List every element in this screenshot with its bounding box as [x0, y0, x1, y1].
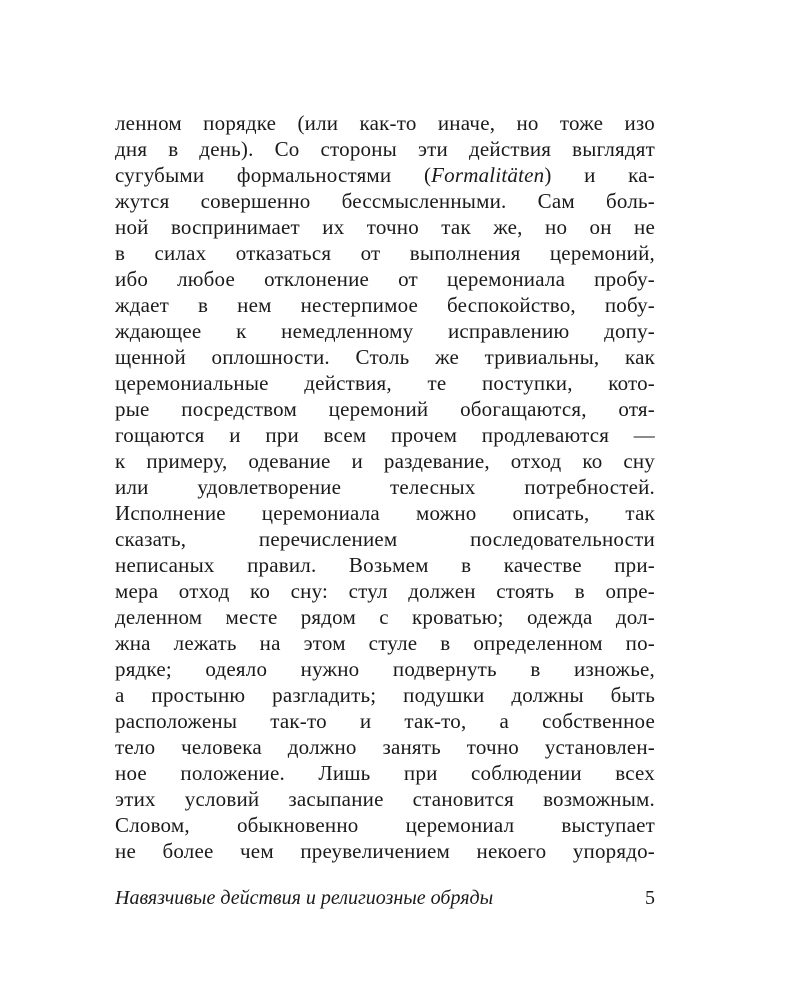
text-line: деленном месте рядом с кроватью; одежда дол-	[115, 605, 655, 629]
text-line: а простыню разгладить; подушки должны быть	[115, 683, 655, 707]
text-line: рядке; одеяло нужно подвернуть в изножье,	[115, 657, 655, 681]
text-line: церемониальные действия, те поступки, кото-	[115, 371, 655, 395]
text-line: расположены так-то и так-то, а собственное	[115, 709, 655, 733]
page-footer	[115, 885, 655, 911]
text-line: ленном порядке (или как-то иначе, но тоже изо	[115, 111, 655, 135]
text-line: жутся совершенно бессмысленными. Сам боль-	[115, 189, 655, 213]
text-segment: ) и ка-	[544, 163, 655, 187]
text-line: этих условий засыпание становится возможным.	[115, 787, 655, 811]
running-title: Навязчивые действия и религиозные обряды	[115, 887, 494, 909]
text-line: рые посредством церемоний обогащаются, отя-	[115, 397, 655, 421]
text-line: ибо любое отклонение от церемониала пробу-	[115, 267, 655, 291]
text-line: ной воспринимает их точно так же, но он не	[115, 215, 655, 239]
text-line: или удовлетворение телесных потребностей.	[115, 475, 655, 499]
text-line: ждающее к немедленному исправлению допу-	[115, 319, 655, 343]
text-line: неписаных правил. Возьмем в качестве при-	[115, 553, 655, 577]
text-line: к примеру, одевание и раздевание, отход ко сну	[115, 449, 655, 473]
text-line: щенной оплошности. Столь же тривиальны, как	[115, 345, 655, 369]
text-line: мера отход ко сну: стул должен стоять в опре-	[115, 579, 655, 603]
text-line	[115, 162, 655, 188]
text-line: сказать, перечислением последовательности	[115, 527, 655, 551]
text-line: ное положение. Лишь при соблюдении всех	[115, 761, 655, 785]
text-line: не более чем преувеличением некоего упорядо-	[115, 839, 655, 863]
text-segment: сугубыми формальностями (	[115, 163, 432, 187]
text-line: гощаются и при всем прочем продлеваются —	[115, 423, 655, 447]
page-number: 5	[645, 887, 655, 909]
text-line: дня в день). Со стороны эти действия выглядят	[115, 137, 655, 161]
italic-term: Formalitäten	[431, 163, 545, 187]
text-line: Словом, обыкновенно церемониал выступает	[115, 813, 655, 837]
text-line: в силах отказаться от выполнения церемоний,	[115, 241, 655, 265]
text-line: Исполнение церемониала можно описать, так	[115, 501, 655, 525]
text-line: ждает в нем нестерпимое беспокойство, побу-	[115, 293, 655, 317]
text-line: тело человека должно занять точно установлен-	[115, 735, 655, 759]
text-line: жна лежать на этом стуле в определенном по-	[115, 631, 655, 655]
body-text	[115, 110, 655, 864]
